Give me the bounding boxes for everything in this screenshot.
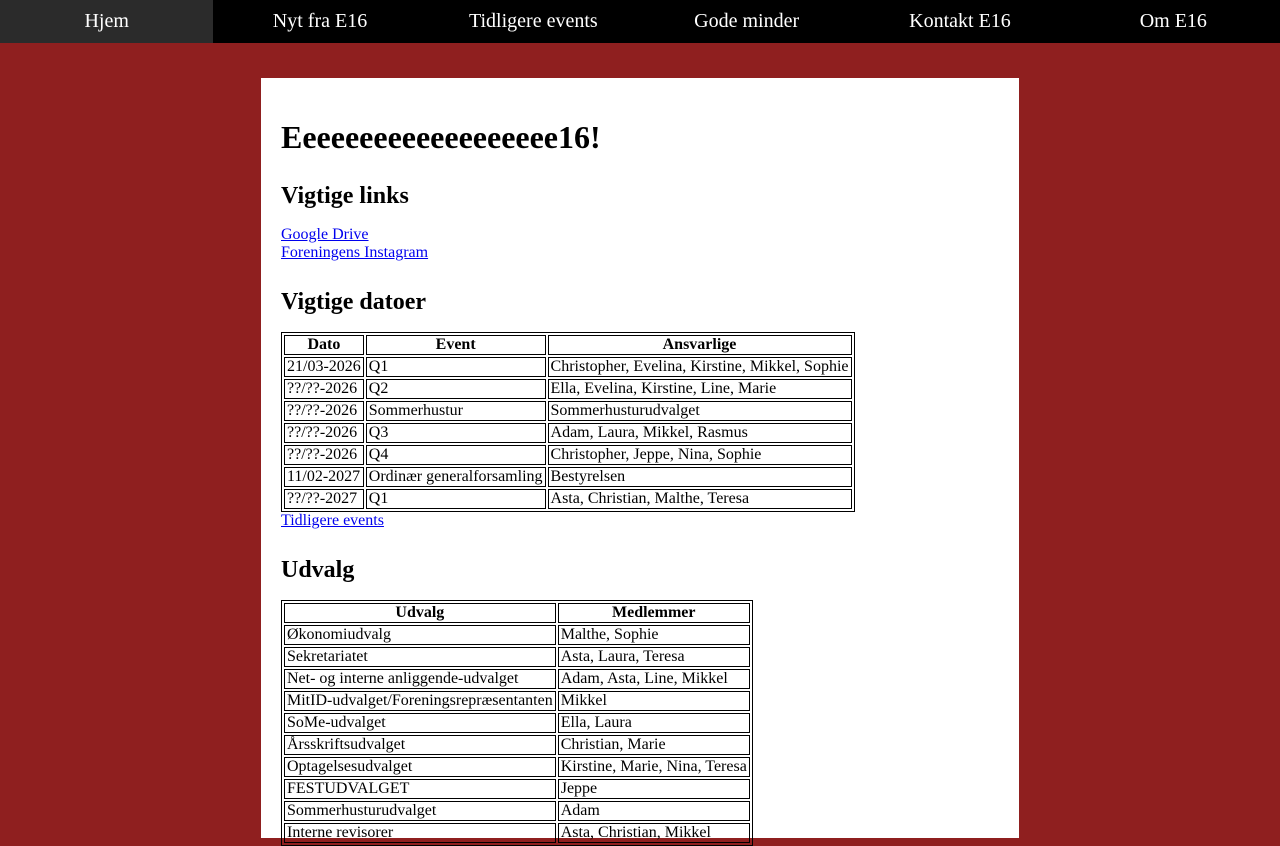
members-cell: Adam, Asta, Line, Mikkel (558, 669, 750, 689)
members-cell: Christian, Marie (558, 735, 750, 755)
table-row (284, 779, 750, 799)
members-cell: Malthe, Sophie (558, 625, 750, 645)
committee-cell: Sommerhusturudvalget (284, 801, 556, 821)
instagram-link[interactable]: Foreningens Instagram (281, 244, 429, 261)
column-header-event: Event (366, 335, 546, 355)
members-cell: Kirstine, Marie, Nina, Teresa (558, 757, 750, 777)
event-cell: Sommerhustur (366, 401, 546, 421)
event-cell: Q3 (366, 423, 546, 443)
responsible-cell: Sommerhusturudvalget (548, 401, 852, 421)
date-cell: ??/??-2026 (284, 423, 364, 443)
members-cell: Mikkel (558, 691, 750, 711)
table-row (284, 757, 750, 777)
top-navigation (0, 0, 1280, 43)
nav-nyt-fra-e16[interactable]: Nyt fra E16 (272, 10, 368, 32)
committee-cell: Optagelsesudvalget (284, 757, 556, 777)
links-heading: Vigtige links (281, 183, 409, 209)
table-row (284, 691, 750, 711)
table-row (284, 801, 750, 821)
nav-kontakt-e16[interactable]: Kontakt E16 (909, 10, 1011, 32)
nav-om-e16[interactable]: Om E16 (1139, 10, 1207, 32)
committee-cell: Net- og interne anliggende-udvalget (284, 669, 556, 689)
table-row (284, 401, 852, 421)
committees-table-header-row (284, 603, 750, 623)
responsible-cell: Adam, Laura, Mikkel, Rasmus (548, 423, 852, 443)
table-row (284, 423, 852, 443)
event-cell: Q2 (366, 379, 546, 399)
column-header-medlemmer: Medlemmer (558, 603, 750, 623)
table-row (284, 625, 750, 645)
dates-heading: Vigtige datoer (281, 289, 427, 315)
important-links (281, 226, 999, 262)
table-row (284, 669, 750, 689)
google-drive-link[interactable]: Google Drive (281, 226, 369, 243)
committees-table (281, 600, 753, 846)
committee-cell: Interne revisorer (284, 823, 556, 843)
nav-gode-minder[interactable]: Gode minder (694, 10, 800, 32)
responsible-cell: Ella, Evelina, Kirstine, Line, Marie (548, 379, 852, 399)
table-row (284, 379, 852, 399)
date-cell: ??/??-2026 (284, 401, 364, 421)
members-cell: Asta, Laura, Teresa (558, 647, 750, 667)
members-cell: Ella, Laura (558, 713, 750, 733)
committees-heading: Udvalg (281, 557, 355, 583)
date-cell: ??/??-2027 (284, 489, 364, 509)
date-cell: ??/??-2026 (284, 379, 364, 399)
table-row (284, 735, 750, 755)
event-cell: Q1 (366, 357, 546, 377)
page-title: Eeeeeeeeeeeeeeeeeee16! (281, 119, 601, 155)
content-panel (261, 78, 1019, 841)
table-row (284, 647, 750, 667)
previous-events-link[interactable]: Tidligere events (281, 512, 384, 529)
committee-cell: MitID-udvalget/Foreningsrepræsentanten (284, 691, 556, 711)
responsible-cell: Christopher, Jeppe, Nina, Sophie (548, 445, 852, 465)
committee-cell: Sekretariatet (284, 647, 556, 667)
date-cell: 21/03-2026 (284, 357, 364, 377)
date-cell: 11/02-2027 (284, 467, 364, 487)
committee-cell: Økonomiudvalg (284, 625, 556, 645)
column-header-udvalg: Udvalg (284, 603, 556, 623)
members-cell: Jeppe (558, 779, 750, 799)
members-cell: Adam (558, 801, 750, 821)
dates-table-header-row (284, 335, 852, 355)
table-row (284, 489, 852, 509)
responsible-cell: Bestyrelsen (548, 467, 852, 487)
table-row (284, 823, 750, 843)
dates-table (281, 332, 855, 512)
table-row (284, 467, 852, 487)
table-row (284, 445, 852, 465)
nav-tidligere-events[interactable]: Tidligere events (468, 10, 598, 32)
table-row (284, 713, 750, 733)
event-cell: Ordinær generalforsamling (366, 467, 546, 487)
responsible-cell: Christopher, Evelina, Kirstine, Mikkel, Sophie (548, 357, 852, 377)
responsible-cell: Asta, Christian, Malthe, Teresa (548, 489, 852, 509)
committee-cell: Årsskriftsudvalget (284, 735, 556, 755)
committee-cell: SoMe-udvalget (284, 713, 556, 733)
committee-cell: FESTUDVALGET (284, 779, 556, 799)
members-cell: Asta, Christian, Mikkel (558, 823, 750, 843)
event-cell: Q1 (366, 489, 546, 509)
event-cell: Q4 (366, 445, 546, 465)
nav-hjem[interactable]: Hjem (0, 0, 213, 43)
table-row (284, 357, 852, 377)
date-cell: ??/??-2026 (284, 445, 364, 465)
column-header-ansvarlige: Ansvarlige (548, 335, 852, 355)
column-header-dato: Dato (284, 335, 364, 355)
